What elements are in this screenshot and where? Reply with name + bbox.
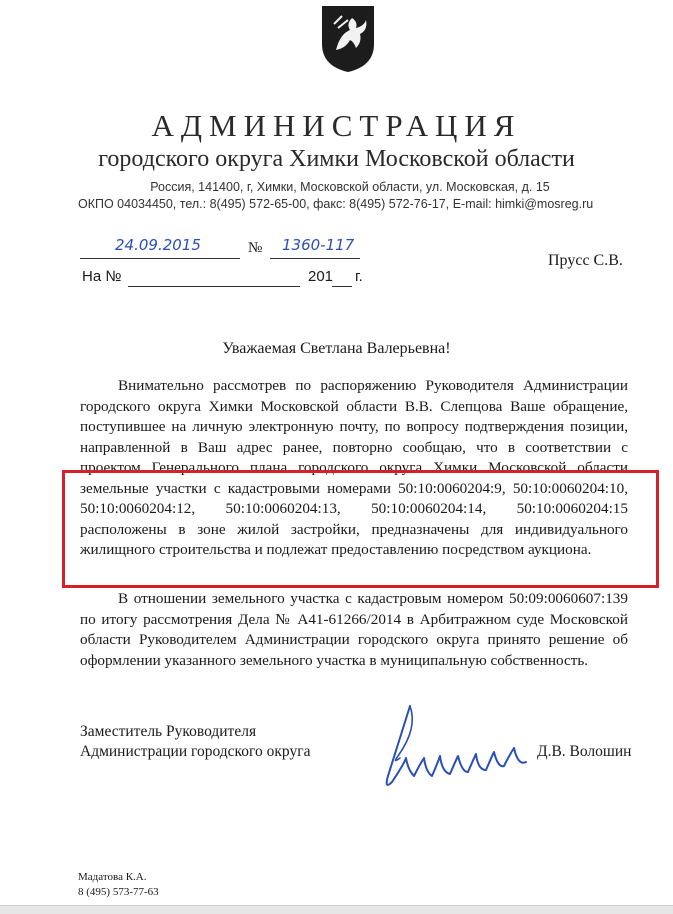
reference-underline [128,268,300,287]
handwritten-signature-icon [370,698,540,808]
highlight-annotation-box [62,470,659,588]
reference-label: На № [82,268,122,285]
body-paragraph: Внимательно рассмотрев по распоряжению Руководителя Администрации городского округа Химки Московской области В.В. Слепцова Ваше обращение, поступившее на личную электронную почту, по вопросу подтверждения позиции, направленной в Ваш адрес ранее, повторно сообщаю, что в соответствии с проектом Генерального плана городского округа Химки Московской области земельные участки с кадастровыми номерами 50:10:0060204:9, 50:10:0060204:10, 50:10:0060204:12, 50:10:0060204:13, 50:10:0060204:14, 50:10:0060204:15 расположены в зоне жилой застройки, предназначены для индивидуального жилищного строительства и подлежат предоставлению посредством аукциона. [80,377,628,558]
number-label: № [248,240,263,256]
signer-position: Администрации городского округа [80,743,311,760]
recipient-name: Прусс С.В. [548,252,623,269]
reference-year: 201 [308,268,334,285]
organization-subtitle: городского округа Химки Московской области [98,146,575,172]
body-paragraph: В отношении земельного участка с кадастровым номером 50:09:0060607:139 по итогу рассмотрения Дела № А41-61266/2014 в Арбитражном суде Московской области Руководителем Администрации городского округа принято решение об оформлении указанного земельного участка в муниципальную собственность. [80,590,628,669]
organization-title: АДМИНИСТРАЦИЯ [151,108,522,143]
executor-name: Мадатова К.А. [78,871,147,883]
khimki-coat-of-arms-icon [320,4,376,74]
address-line: Россия, 141400, г, Химки, Московской области, ул. Московская, д. 15 [150,180,550,194]
executor-phone: 8 (495) 573-77-63 [78,886,159,898]
contacts-line: ОКПО 04034450, тел.: 8(495) 572-65-00, факс: 8(495) 572-76-17, E-mail: himki@mosreg.ru [78,197,594,211]
signer-position: Заместитель Руководителя [80,723,257,740]
handwritten-number: 1360-117 [282,236,355,254]
salutation: Уважаемая Светлана Валерьевна! [222,340,451,357]
handwritten-date: 24.09.2015 [115,236,201,254]
signer-name: Д.В. Волошин [537,743,632,760]
reference-year-underline [332,268,352,287]
reference-suffix: г. [355,268,363,285]
